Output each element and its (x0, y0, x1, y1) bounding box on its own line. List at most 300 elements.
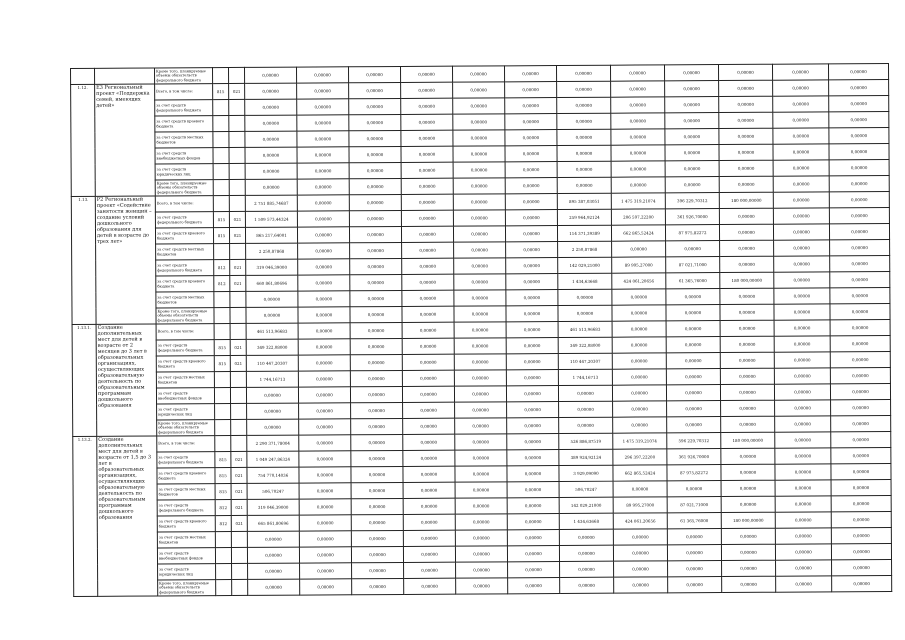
value-cell: 0,00000 (507, 530, 559, 546)
value-cell: 0,00000 (831, 447, 891, 463)
code-cell (230, 243, 246, 259)
value-cell: 2 751 885,74687 (245, 195, 297, 211)
code-cell (215, 548, 231, 564)
value-cell: 0,00000 (299, 451, 351, 467)
value-cell: 0,00000 (721, 448, 775, 464)
value-cell: 0,00000 (505, 82, 557, 98)
value-cell: 0,00000 (666, 369, 720, 385)
value-cell: 0,00000 (248, 563, 300, 579)
value-cell: 0,00000 (775, 528, 831, 544)
value-cell: 0,00000 (666, 353, 720, 369)
value-cell: 0,00000 (829, 191, 889, 207)
value-cell: 0,00000 (454, 386, 506, 402)
value-cell: 0,00000 (668, 561, 722, 577)
code-cell (229, 163, 245, 179)
value-cell: 2 250,87868 (246, 243, 298, 259)
value-cell: 0,00000 (349, 82, 401, 98)
value-cell: 0,00000 (720, 352, 774, 368)
value-cell: 0,00000 (773, 144, 829, 160)
value-cell: 0,00000 (773, 224, 829, 240)
value-cell: 0,00000 (664, 65, 718, 81)
value-cell: 0,00000 (506, 370, 558, 386)
value-cell: 0,00000 (719, 144, 773, 160)
value-cell: 0,00000 (830, 255, 890, 271)
value-cell: 526 886,87519 (559, 433, 613, 449)
value-cell: 0,00000 (613, 481, 667, 497)
value-cell: 0,00000 (298, 291, 350, 307)
value-cell: 0,00000 (507, 450, 559, 466)
code-cell: 815 (213, 228, 229, 244)
code-cell (230, 307, 246, 323)
code-cell: 815 (214, 356, 230, 372)
value-cell: 0,00000 (506, 386, 558, 402)
value-cell: 396 229,70312 (665, 193, 719, 209)
table-body (71, 64, 892, 597)
value-cell: 0,00000 (402, 258, 454, 274)
value-cell: 0,00000 (454, 338, 506, 354)
value-cell: 0,00000 (298, 259, 350, 275)
value-cell: 0,00000 (455, 498, 507, 514)
value-cell: 0,00000 (348, 66, 400, 82)
source-cell: Кроме того, планируемые объемы обязательств федерального бюджета (156, 308, 214, 324)
value-cell: 0,00000 (721, 400, 775, 416)
value-cell: 0,00000 (349, 98, 401, 114)
code-cell: 815 (215, 468, 231, 484)
value-cell: 0,00000 (557, 97, 611, 113)
value-cell: 1 475 319,21074 (611, 193, 665, 209)
value-cell: 0,00000 (351, 450, 403, 466)
value-cell: 0,00000 (297, 147, 349, 163)
value-cell: 0,00000 (403, 466, 455, 482)
value-cell: 0,00000 (665, 145, 719, 161)
value-cell: 0,00000 (245, 115, 297, 131)
value-cell: 0,00000 (614, 561, 668, 577)
value-cell: 596 229,70312 (667, 433, 721, 449)
value-cell: 0,00000 (508, 578, 560, 594)
value-cell: 114 371,39389 (557, 225, 611, 241)
value-cell: 0,00000 (455, 482, 507, 498)
value-cell: 0,00000 (559, 417, 613, 433)
value-cell: 0,00000 (297, 195, 349, 211)
value-cell: 0,00000 (773, 176, 829, 192)
value-cell: 0,00000 (454, 306, 506, 322)
code-cell (230, 387, 246, 403)
value-cell: 1 744,16713 (246, 371, 298, 387)
value-cell: 0,00000 (721, 544, 775, 560)
source-cell: за счет средств краевого бюджета (156, 276, 214, 292)
value-cell: 0,00000 (612, 305, 666, 321)
value-cell: 0,00000 (349, 194, 401, 210)
source-cell: за счет средств федерального бюджета (157, 452, 215, 468)
value-cell: 0,00000 (244, 67, 296, 83)
value-cell: 0,00000 (245, 83, 297, 99)
value-cell: 0,00000 (830, 287, 890, 303)
value-cell: 0,00000 (299, 419, 351, 435)
code-cell: 815 (215, 452, 231, 468)
value-cell: 296 397,22200 (613, 449, 667, 465)
value-cell: 0,00000 (506, 258, 558, 274)
value-cell: 0,00000 (831, 495, 891, 511)
value-cell: 0,00000 (665, 81, 719, 97)
code-cell (231, 531, 247, 547)
value-cell: 1 475 319,21074 (613, 433, 667, 449)
code-cell (229, 115, 245, 131)
value-cell: 0,00000 (298, 355, 350, 371)
value-cell: 0,00000 (402, 370, 454, 386)
value-cell: 0,00000 (350, 290, 402, 306)
value-cell: 0,00000 (611, 129, 665, 145)
value-cell: 0,00000 (453, 146, 505, 162)
value-cell: 0,00000 (611, 81, 665, 97)
value-cell: 0,00000 (832, 559, 892, 575)
code-cell (231, 403, 247, 419)
value-cell: 0,00000 (455, 514, 507, 530)
value-cell: 0,00000 (612, 369, 666, 385)
value-cell: 0,00000 (507, 498, 559, 514)
desc-cell (95, 68, 155, 84)
value-cell: 0,00000 (246, 307, 298, 323)
value-cell: 0,00000 (403, 450, 455, 466)
value-cell: 0,00000 (245, 131, 297, 147)
code-cell (232, 579, 248, 595)
value-cell: 0,00000 (557, 145, 611, 161)
value-cell: 0,00000 (666, 337, 720, 353)
value-cell: 0,00000 (299, 515, 351, 531)
value-cell: 0,00000 (297, 115, 349, 131)
value-cell: 0,00000 (612, 385, 666, 401)
value-cell: 0,00000 (613, 545, 667, 561)
value-cell: 0,00000 (508, 562, 560, 578)
source-cell: за счет средств федерального бюджета (155, 100, 213, 116)
value-cell: 0,00000 (248, 579, 300, 595)
value-cell: 0,00000 (453, 114, 505, 130)
source-cell: за счет средств федерального бюджета (157, 500, 215, 516)
value-cell: 0,00000 (611, 97, 665, 113)
value-cell: 0,00000 (351, 434, 403, 450)
value-cell: 0,00000 (350, 354, 402, 370)
code-cell (229, 195, 245, 211)
value-cell: 0,00000 (830, 239, 890, 255)
value-cell: 0,00000 (774, 240, 830, 256)
value-cell: 0,00000 (453, 82, 505, 98)
value-cell: 0,00000 (831, 415, 891, 431)
source-cell: за счет средств местных бюджетов (157, 484, 215, 500)
code-cell: 815 (215, 484, 231, 500)
value-cell: 0,00000 (403, 402, 455, 418)
value-cell: 0,00000 (505, 194, 557, 210)
value-cell: 0,00000 (350, 338, 402, 354)
value-cell: 0,00000 (611, 145, 665, 161)
value-cell: 0,00000 (506, 274, 558, 290)
value-cell: 0,00000 (401, 130, 453, 146)
code-cell: 021 (231, 467, 247, 483)
value-cell: 506,70247 (559, 481, 613, 497)
value-cell: 0,00000 (455, 418, 507, 434)
value-cell: 0,00000 (830, 383, 890, 399)
source-cell: за счет средств краевого бюджета (155, 116, 213, 132)
source-cell: за счет средств юридических лиц (158, 564, 216, 580)
value-cell: 0,00000 (611, 113, 665, 129)
value-cell: 0,00000 (351, 482, 403, 498)
code-cell (229, 131, 245, 147)
value-cell: 0,00000 (830, 319, 890, 335)
value-cell: 0,00000 (722, 576, 776, 592)
code-cell: 815 (213, 212, 229, 228)
code-cell (229, 99, 245, 115)
item-description-cell: Р2 Региональный проект «Содействие занятости женщин – создание условий дошкольного образования для детей в возрасте до трех лет» (95, 196, 156, 324)
value-cell: 0,00000 (298, 323, 350, 339)
value-cell: 0,00000 (719, 80, 773, 96)
value-cell: 0,00000 (614, 577, 668, 593)
source-cell: за счет средств федерального бюджета (155, 212, 213, 228)
value-cell: 0,00000 (454, 370, 506, 386)
value-cell: 0,00000 (297, 163, 349, 179)
value-cell: 0,00000 (719, 160, 773, 176)
value-cell: 0,00000 (297, 99, 349, 115)
code-cell: 812 (214, 276, 230, 292)
value-cell: 259 964,92124 (557, 209, 611, 225)
code-cell (213, 164, 229, 180)
code-cell: 021 (230, 259, 246, 275)
value-cell: 349 322,08000 (246, 339, 298, 355)
source-cell: Всего, в том числе: (157, 436, 215, 452)
code-cell (213, 100, 229, 116)
value-cell: 0,00000 (506, 322, 558, 338)
source-cell: за счет средств федерального бюджета (156, 260, 214, 276)
value-cell: 0,00000 (454, 354, 506, 370)
value-cell: 0,00000 (613, 529, 667, 545)
value-cell: 0,00000 (299, 531, 351, 547)
value-cell: 0,00000 (401, 162, 453, 178)
value-cell: 0,00000 (350, 386, 402, 402)
value-cell: 1 434,63668 (558, 273, 612, 289)
value-cell: 0,00000 (455, 530, 507, 546)
source-cell: за счет средств внебюджетных фондов (155, 148, 213, 164)
value-cell: 0,00000 (665, 129, 719, 145)
code-cell: 021 (229, 227, 245, 243)
value-cell: 0,00000 (507, 402, 559, 418)
value-cell: 0,00000 (720, 336, 774, 352)
source-cell: Всего, в том числе: (155, 84, 213, 100)
value-cell: 0,00000 (831, 543, 891, 559)
value-cell: 461 513,96683 (558, 321, 612, 337)
value-cell: 0,00000 (773, 96, 829, 112)
value-cell: 0,00000 (775, 544, 831, 560)
value-cell: 0,00000 (505, 146, 557, 162)
value-cell: 0,00000 (829, 223, 889, 239)
value-cell: 0,00000 (773, 112, 829, 128)
value-cell: 0,00000 (350, 306, 402, 322)
value-cell: 0,00000 (504, 66, 556, 82)
value-cell: 0,00000 (298, 387, 350, 403)
value-cell: 0,00000 (775, 400, 831, 416)
value-cell: 0,00000 (349, 114, 401, 130)
value-cell: 0,00000 (831, 479, 891, 495)
value-cell: 0,00000 (612, 241, 666, 257)
value-cell: 0,00000 (718, 64, 772, 80)
value-cell: 0,00000 (829, 143, 889, 159)
value-cell: 0,00000 (299, 435, 351, 451)
value-cell: 0,00000 (505, 114, 557, 130)
value-cell: 0,00000 (246, 291, 298, 307)
value-cell: 0,00000 (559, 545, 613, 561)
value-cell: 0,00000 (831, 463, 891, 479)
value-cell: 0,00000 (402, 322, 454, 338)
value-cell: 0,00000 (403, 498, 455, 514)
value-cell: 0,00000 (507, 418, 559, 434)
value-cell: 0,00000 (559, 529, 613, 545)
value-cell: 0,00000 (560, 577, 614, 593)
value-cell: 142 029,21000 (558, 257, 612, 273)
code-cell (230, 323, 246, 339)
code-cell (216, 564, 232, 580)
source-cell: Кроме того, планируемые объемы обязательств федерального бюджета (155, 180, 213, 196)
code-cell (229, 179, 245, 195)
source-cell: за счет средств краевого бюджета (155, 228, 213, 244)
value-cell: 0,00000 (556, 65, 610, 81)
value-cell: 1 434,63668 (559, 513, 613, 529)
code-cell: 812 (215, 516, 231, 532)
value-cell: 506,70247 (247, 483, 299, 499)
code-cell (213, 132, 229, 148)
value-cell: 0,00000 (453, 226, 505, 242)
value-cell: 0,00000 (558, 289, 612, 305)
value-cell: 0,00000 (298, 339, 350, 355)
value-cell: 0,00000 (774, 256, 830, 272)
value-cell: 0,00000 (247, 403, 299, 419)
value-cell: 0,00000 (351, 530, 403, 546)
source-cell: за счет средств местных бюджетов (157, 532, 215, 548)
value-cell: 0,00000 (720, 288, 774, 304)
value-cell: 0,00000 (720, 368, 774, 384)
value-cell: 0,00000 (453, 194, 505, 210)
value-cell: 0,00000 (720, 304, 774, 320)
value-cell: 0,00000 (452, 66, 504, 82)
value-cell: 0,00000 (455, 434, 507, 450)
value-cell: 361 926,70000 (667, 449, 721, 465)
value-cell: 0,00000 (245, 163, 297, 179)
value-cell: 0,00000 (352, 562, 404, 578)
value-cell: 0,00000 (719, 224, 773, 240)
value-cell: 0,00000 (610, 65, 664, 81)
value-cell: 0,00000 (830, 271, 890, 287)
value-cell: 0,00000 (557, 161, 611, 177)
value-cell: 0,00000 (773, 192, 829, 208)
value-cell: 206 597,22200 (611, 209, 665, 225)
value-cell: 0,00000 (505, 210, 557, 226)
value-cell: 87 021,71000 (666, 257, 720, 273)
value-cell: 0,00000 (831, 431, 891, 447)
value-cell: 0,00000 (403, 514, 455, 530)
value-cell: 0,00000 (775, 464, 831, 480)
value-cell: 0,00000 (297, 179, 349, 195)
value-cell: 1 509 573,44324 (245, 211, 297, 227)
value-cell: 0,00000 (350, 258, 402, 274)
value-cell: 0,00000 (829, 159, 889, 175)
value-cell: 0,00000 (719, 112, 773, 128)
value-cell: 0,00000 (665, 177, 719, 193)
value-cell: 0,00000 (246, 387, 298, 403)
code-cell: 021 (231, 515, 247, 531)
source-cell: за счет средств краевого бюджета (157, 516, 215, 532)
code-cell (213, 116, 229, 132)
value-cell: 0,00000 (560, 561, 614, 577)
value-cell: 0,00000 (506, 306, 558, 322)
code-cell (215, 532, 231, 548)
code-cell (232, 563, 248, 579)
value-cell: 0,00000 (401, 178, 453, 194)
value-cell: 0,00000 (773, 128, 829, 144)
value-cell: 110 447,20307 (246, 355, 298, 371)
value-cell: 0,00000 (775, 416, 831, 432)
value-cell: 0,00000 (832, 575, 892, 591)
value-cell: 0,00000 (351, 466, 403, 482)
value-cell: 0,00000 (666, 305, 720, 321)
value-cell: 0,00000 (667, 529, 721, 545)
value-cell: 0,00000 (507, 482, 559, 498)
value-cell: 0,00000 (401, 82, 453, 98)
value-cell: 0,00000 (775, 448, 831, 464)
value-cell: 0,00000 (722, 560, 776, 576)
value-cell: 0,00000 (401, 114, 453, 130)
value-cell: 0,00000 (613, 417, 667, 433)
value-cell: 0,00000 (773, 160, 829, 176)
value-cell: 660 861,80696 (246, 275, 298, 291)
value-cell: 0,00000 (721, 480, 775, 496)
source-cell: Всего, в том числе: (155, 196, 213, 212)
code-cell (215, 436, 231, 452)
value-cell: 0,00000 (401, 146, 453, 162)
value-cell: 89 995,27000 (613, 497, 667, 513)
value-cell: 0,00000 (719, 128, 773, 144)
code-cell (214, 388, 230, 404)
value-cell: 0,00000 (831, 399, 891, 415)
value-cell: 0,00000 (774, 384, 830, 400)
value-cell: 0,00000 (298, 243, 350, 259)
value-cell: 0,00000 (299, 547, 351, 563)
value-cell: 0,00000 (558, 305, 612, 321)
value-cell: 0,00000 (506, 354, 558, 370)
value-cell: 0,00000 (719, 208, 773, 224)
value-cell: 0,00000 (300, 579, 352, 595)
value-cell: 0,00000 (667, 417, 721, 433)
value-cell: 0,00000 (775, 496, 831, 512)
value-cell: 0,00000 (505, 130, 557, 146)
value-cell: 0,00000 (557, 113, 611, 129)
value-cell: 754 770,14036 (247, 467, 299, 483)
value-cell: 0,00000 (400, 66, 452, 82)
document-table-sheet (70, 63, 891, 616)
code-cell (214, 244, 230, 260)
item-number-cell: 1.13.2. (73, 436, 98, 596)
code-cell (214, 292, 230, 308)
value-cell: 665 861,80696 (247, 515, 299, 531)
value-cell: 0,00000 (505, 178, 557, 194)
value-cell: 0,00000 (611, 177, 665, 193)
value-cell: 0,00000 (720, 384, 774, 400)
value-cell: 87 975,82272 (665, 225, 719, 241)
value-cell: 0,00000 (351, 402, 403, 418)
value-cell: 0,00000 (773, 208, 829, 224)
value-cell: 180 000,00000 (719, 192, 773, 208)
code-cell: 815 (213, 84, 229, 100)
value-cell: 0,00000 (401, 98, 453, 114)
value-cell: 0,00000 (831, 511, 891, 527)
value-cell: 2 290 371,78004 (247, 435, 299, 451)
value-cell: 0,00000 (507, 546, 559, 562)
value-cell: 0,00000 (455, 450, 507, 466)
value-cell: 0,00000 (349, 130, 401, 146)
